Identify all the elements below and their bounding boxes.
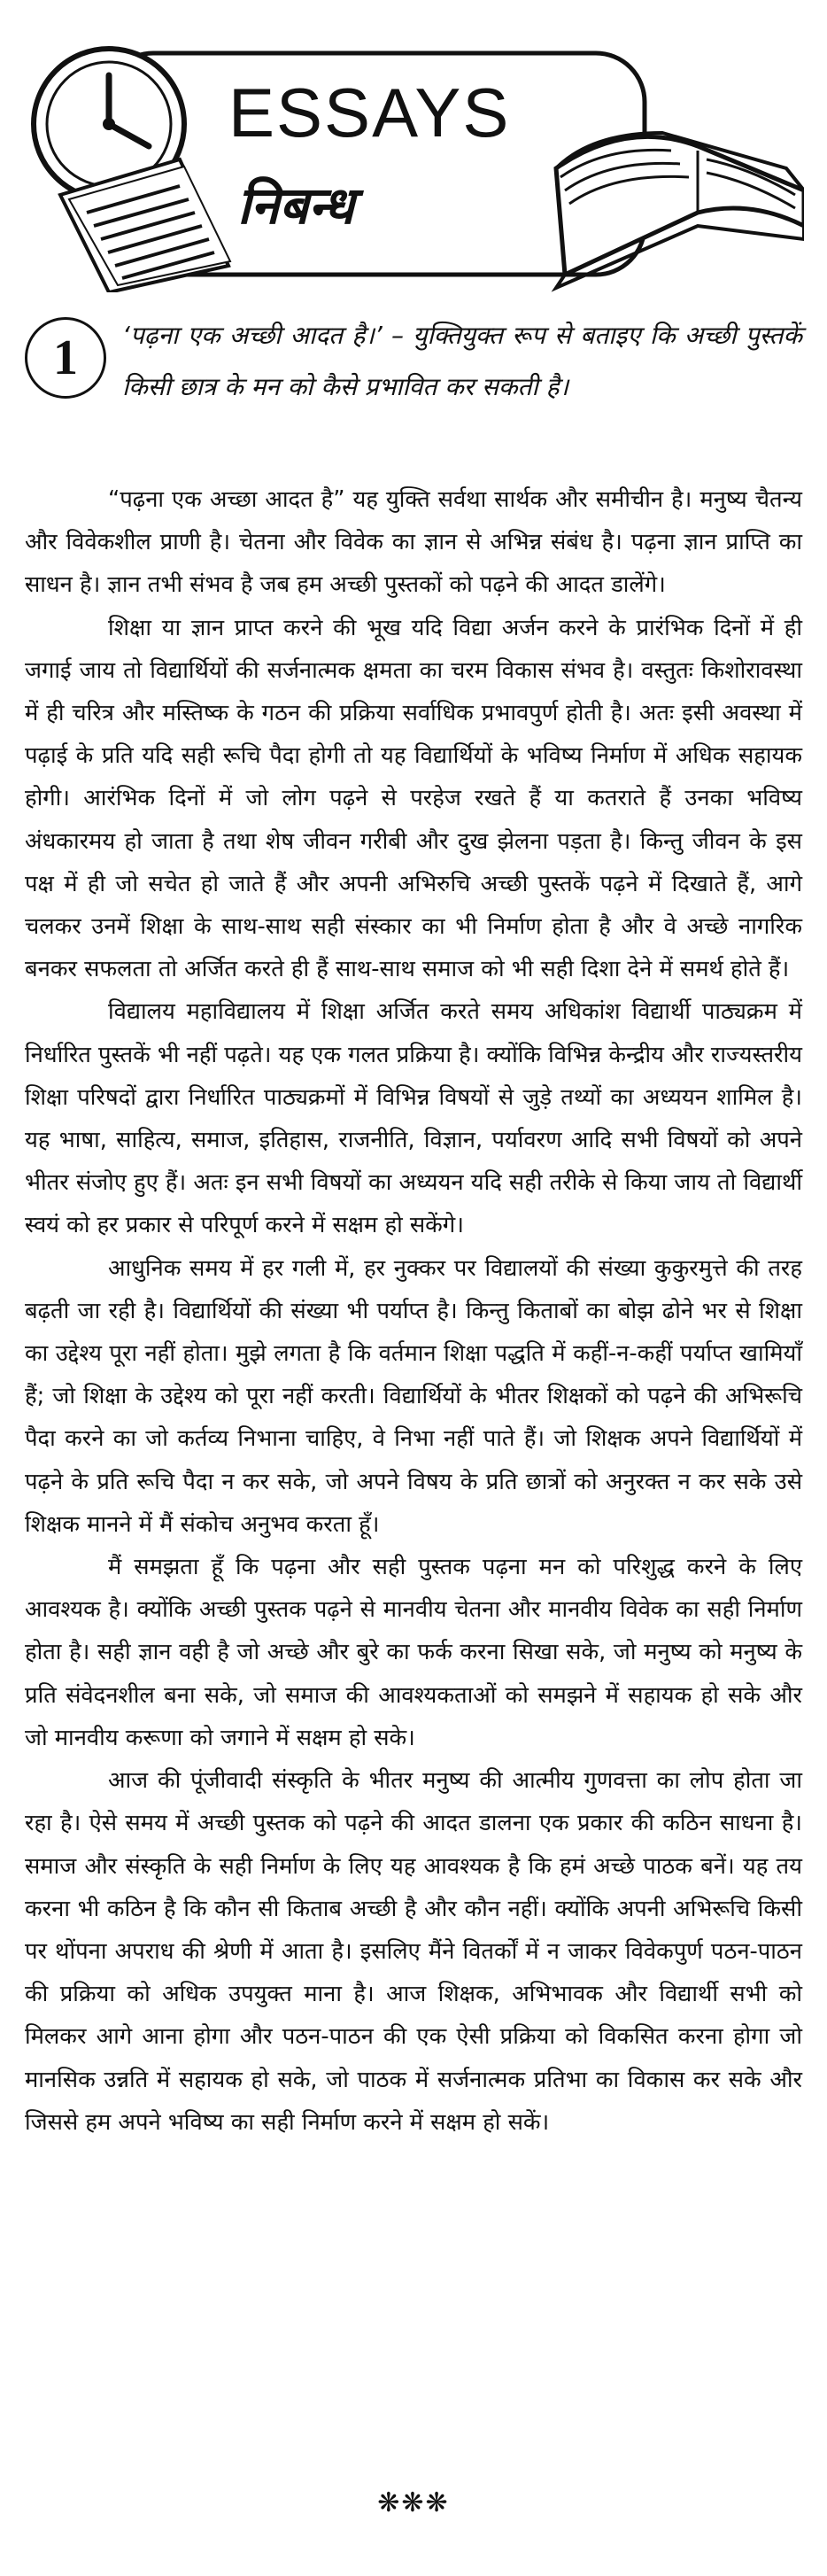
essay-paragraph-2: शिक्षा या ज्ञान प्राप्त करने की भूख यदि विद्या अर्जन करने के प्रारंभिक दिनों में ही जगाई जाय तो विद्यार्थियों की सर्जनात्मक क्षमता का चरम विकास संभव है। वस्तुतः किशोरावस्था में ही चरित्र और मस्तिष्क के गठन की प्रक्रिया सर्वाधिक प्रभावपुर्ण होती है। अतः इसी अवस्था में पढ़ाई के प्रति यदि सही रूचि पैदा होगी तो यह विद्यार्थियों के भविष्य निर्माण में अधिक सहायक होगी। आरंभिक दिनों में जो लोग पढ़ने से परहेज रखते हैं या कतराते हैं उनका भविष्य अंधकारमय हो जाता है तथा शेष जीवन गरीबी और दुख झेलना पड़ता है। किन्तु जीवन के इस पक्ष में ही जो सचेत हो जाते हैं और अपनी अभिरुचि अच्छी पुस्तकें पढ़ने में दिखाते हैं, आगे चलकर उनमें शिक्षा के साथ-साथ सही संस्कार का भी निर्माण होता है और वे अच्छे नागरिक बनकर सफलता तो अर्जित करते ही हैं साथ-साथ समाज को भी सही दिशा देने में समर्थ होते हैं।	[25, 614, 802, 983]
open-book-icon	[556, 133, 804, 288]
end-ornament: ❋❋❋	[377, 2487, 450, 2518]
essay-paragraph-3: विद्यालय महाविद्यालय में शिक्षा अर्जित करते समय अधिकांश विद्यार्थी पाठ्यक्रम में निर्धारित पुस्तकें भी नहीं पढ़ते। यह एक गलत प्रक्रिया है। क्योंकि विभिन्न केन्द्रीय और राज्यस्तरीय शिक्षा परिषदों द्वारा निर्धारित पाठ्यक्रमों में विभिन्न विषयों से जुड़े तथ्यों का अध्ययन शामिल है। यह भाषा, साहित्य, समाज, इतिहास, राजनीति, विज्ञान, पर्यावरण आदि सभी विषयों को अपने भीतर संजोए हुए हैं। अतः इन सभी विषयों का अध्ययन यदि सही तरीके से किया जाय तो विद्यार्थी स्वयं को हर प्रकार से परिपूर्ण करने में सक्षम हो सकेंगे।	[25, 998, 802, 1239]
essay-body	[25, 478, 802, 2144]
essays-banner	[25, 35, 804, 292]
essay-paragraph-1: “पढ़ना एक अच्छा आदत है” यह युक्ति सर्वथा सार्थक और समीचीन है। मनुष्य चैतन्य और विवेकशील प्राणी है। चेतना और विवेक का ज्ञान से अभिन्न संबंध है। पढ़ना ज्ञान प्राप्ति का साधन है। ज्ञान तभी संभव है जब हम अच्छी पुस्तकों को पढ़ने की आदत डालेंगे।	[25, 486, 802, 599]
question-text: ‘पढ़ना एक अच्छी आदत है।’ – युक्तियुक्त रूप से बताइए कि अच्छी पुस्तकें किसी छात्र के मन को कैसे प्रभावित कर सकती है।	[122, 321, 802, 401]
banner-title-hindi: निबन्ध	[237, 175, 355, 236]
question-number: 1	[25, 317, 106, 399]
essay-paragraph-6: आज की पूंजीवादी संस्कृति के भीतर मनुष्य की आत्मीय गुणवत्ता का लोप होता जा रहा है। ऐसे समय में अच्छी पुस्तक को पढ़ने की आदत डालना एक प्रकार की कठिन साधना है। समाज और संस्कृति के सही निर्माण के लिए यह आवश्यक है कि हमं अच्छे पाठक बनें। यह तय करना भी कठिन है कि कौन सी किताब अच्छी है और कौन नहीं। क्योंकि अपनी अभिरूचि किसी पर थोंपना अपराध की श्रेणी में आता है। इसलिए मैंने वितर्कों में न जाकर विवेकपुर्ण पठन-पाठन की प्रक्रिया को अधिक उपयुक्त माना है। आज शिक्षक, अभिभावक और विद्यार्थी सभी को मिलकर आगे आना होगा और पठन-पाठन की एक ऐसी प्रक्रिया को विकसित करना होगा जो मानसिक उन्नति में सहायक हो सके, जो पाठक में सर्जनात्मक प्रतिभा का विकास कर सके और जिससे हम अपने भविष्य का सही निर्माण करने में सक्षम हो सकें।	[25, 1767, 802, 2136]
essay-paragraph-4: आधुनिक समय में हर गली में, हर नुक्कर पर विद्यालयों की संख्या कुकुरमुत्ते की तरह बढ़ती जा रही है। विद्यार्थियों की संख्या भी पर्याप्त है। किन्तु किताबों का बोझ ढोने भर से शिक्षा का उद्देश्य पूरा नहीं होता। मुझे लगता है कि वर्तमान शिक्षा पद्धति में कहीं-न-कहीं पर्याप्त खामियाँ हैं; जो शिक्षा के उद्देश्य को पूरा नहीं करती। विद्यार्थियों के भीतर शिक्षकों को पढ़ने की अभिरूचि पैदा करने का जो कर्तव्य निभाना चाहिए, वे निभा नहीं पाते हैं। जो शिक्षक अपने विद्यार्थियों में पढ़ने के प्रति रूचि पैदा न कर सके, जो अपने विषय के प्रति छात्रों को अनुरक्त न कर सके उसे शिक्षक मानने में मैं संकोच अनुभव करता हूँ।	[25, 1254, 802, 1538]
banner-title-english: ESSAYS	[228, 74, 511, 151]
essay-question	[25, 310, 804, 478]
essay-paragraph-5: मैं समझता हूँ कि पढ़ना और सही पुस्तक पढ़ना मन को परिशुद्ध करने के लिए आवश्यक है। क्योंकि अच्छी पुस्तक पढ़ने से मानवीय चेतना और मानवीय विवेक का सही निर्माण होता है। सही ज्ञान वही है जो अच्छे और बुरे का फर्क करना सिखा सके, जो मनुष्य को मनुष्य के प्रति संवेदनशील बना सके, जो समाज की आवश्यकताओं को समझने में सहायक हो सके और जो मानवीय करूणा को जगाने में सक्षम हो सके।	[25, 1554, 802, 1751]
